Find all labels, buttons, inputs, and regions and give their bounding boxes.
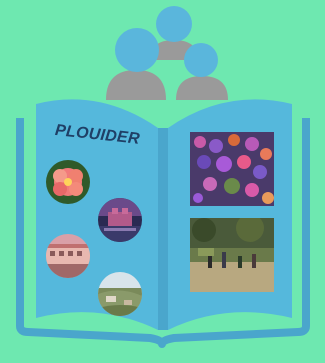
photo-flower-bed [190,132,274,206]
photo-town-street [46,234,90,278]
book-spine [158,128,168,330]
photo-castle-night [98,198,142,242]
person-top-head [156,6,192,42]
photo-garden-scene [190,218,274,292]
person-right-shoulders [176,76,228,100]
person-right-head [184,43,218,77]
logo-title: PLOUIDER [54,122,141,148]
person-center-head [115,28,159,72]
photo-flower-closeup [46,160,90,204]
people-group-icon [106,6,228,100]
photo-rural-landscape [98,272,142,316]
person-center-shoulders [106,70,166,100]
